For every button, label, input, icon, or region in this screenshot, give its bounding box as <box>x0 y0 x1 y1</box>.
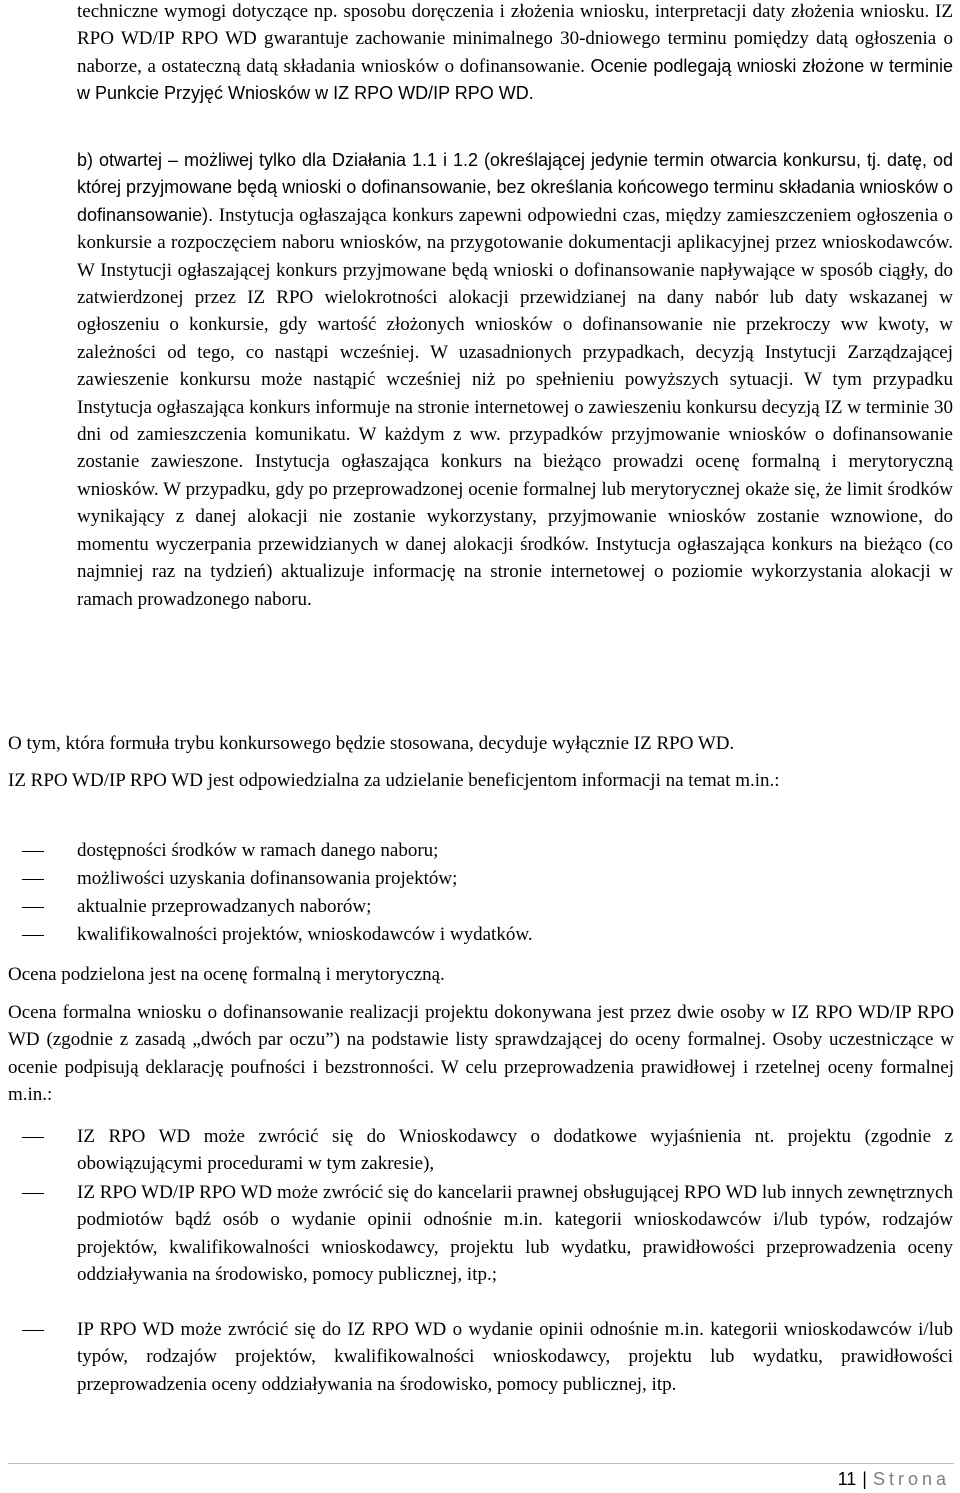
dash-bullet-icon <box>22 935 44 936</box>
dash-bullet-icon <box>22 879 44 880</box>
paragraph-info-intro: IZ RPO WD/IP RPO WD jest odpowiedzialna za udzielanie beneficjentom informacji na temat m.in.: <box>8 770 780 791</box>
paragraph-deadline-text: techniczne wymogi dotyczące np. sposobu doręczenia i złożenia wniosku, interpretacji daty złożenia wniosku. IZ RPO WD/IP RPO WD gwarantuje zachowanie minimalnego 30-dniowego terminu pomiędzy datą ogłoszenia o naborze, a ostateczną datą składania wniosków o dofinansowanie. <box>77 1 953 77</box>
footer-separator: | <box>862 1469 867 1489</box>
list-item-text: kwalifikowalności projektów, wnioskodawców i wydatków. <box>77 924 533 945</box>
paragraph-open-contest-text: Instytucja ogłaszająca konkurs zapewni odpowiedni czas, między zamieszczeniem ogłoszenia o konkursie a rozpoczęciem naboru wniosków, na przygotowanie dokumentacji aplikacyjnej przez wnioskodawców. W Instytucji ogłaszającej konkurs przyjmowane będą wnioski o dofinansowanie napływające w sposób ciągły, do zatwierdzonej przez IZ RPO wielokrotności alokacji przewidzianej na dany nabór lub daty wskazanej w ogłoszeniu o konkursie, gdy wartość złożonych wniosków o dofinansowanie nie przekroczy ww kwoty, w zależności od tego, co nastąpi wcześniej. W uzasadnionych przypadkach, decyzją Instytucji Zarządzającej zawieszenie konkursu może nastąpić wcześniej niż po spełnieniu powyższych sytuacji. W tym przypadku Instytucja ogłaszająca konkurs informuje na stronie internetowej o zawieszeniu konkursu decyzją IZ w terminie 30 dni od zamieszczenia komunikatu. W każdym z ww. przypadków przyjmowanie wniosków o dofinansowanie zostanie zawieszone. Instytucja ogłaszająca konkurs na bieżąco prowadzi ocenę formalną i merytoryczną wniosków. W przypadku, gdy po przeprowadzonej ocenie formalnej lub merytorycznej okaże się, że limit środków wynikający z danej alokacji nie zostanie wykorzystany, przyjmowanie wniosków zostanie wznowione, do momentu wyczerpania przewidzianych w danej alokacji środków. Instytucja ogłaszająca konkurs na bieżąco (co najmniej raz na tydzień) aktualizuje informację na stronie internetowej o poziomie wykorzystania alokacji w ramach prowadzonego naboru. <box>77 204 953 610</box>
list-item-text: aktualnie przeprowadzanych naborów; <box>77 896 372 917</box>
paragraph-formal-evaluation: Ocena formalna wniosku o dofinansowanie realizacji projektu dokonywana jest przez dwie osoby w IZ RPO WD/IP RPO WD (zgodnie z zasadą „dwóch par oczu”) na podstawie listy sprawdzającej do oceny formalnej. Osoby uczestniczące w ocenie podpisują deklarację poufności i bezstronności. W celu przeprowadzenia prawidłowej i rzetelnej oceny formalnej m.in.: <box>8 1002 954 1106</box>
dash-bullet-icon <box>22 907 44 908</box>
paragraph-open-contest-sans-text: b) otwartej – możliwej tylko dla Działania 1.1 i 1.2 (określającej jedynie termin otwarcia konkursu, tj. datę, od której przyjmowane będą wnioski o dofinansowanie, bez określania końcowego terminu składania wniosków o dofinansowanie). <box>77 150 953 225</box>
page-footer <box>838 1466 950 1492</box>
paragraph-split: Ocena podzielona jest na ocenę formalną i merytoryczną. <box>8 964 445 985</box>
dash-bullet-icon <box>22 1330 44 1331</box>
paragraph-formula: O tym, która formuła trybu konkursowego będzie stosowana, decyduje wyłącznie IZ RPO WD. <box>8 733 735 754</box>
list-item-text: dostępności środków w ramach danego naboru; <box>77 840 439 861</box>
list-item-text: możliwości uzyskania dofinansowania projektów; <box>77 868 458 889</box>
dash-bullet-icon <box>22 1193 44 1194</box>
footer-divider <box>8 1463 954 1464</box>
page-number: 11 <box>837 1469 857 1489</box>
list-item-text: IZ RPO WD może zwrócić się do Wnioskodawcy o dodatkowe wyjaśnienia nt. projektu (zgodnie z obowiązującymi procedurami w tym zakresie), <box>77 1126 953 1175</box>
list-item-text: IZ RPO WD/IP RPO WD może zwrócić się do kancelarii prawnej obsługującej RPO WD lub innych zewnętrznych podmiotów bądź osób o wydanie opinii odnośnie m.in. kategorii wnioskodawców i/lub typów, rodzajów projektów, kwalifikowalności wnioskodawcy, projektu lub wydatku, prawidłowości przeprowadzenia oceny oddziaływania na środowisko, pomocy publicznej, itp.; <box>77 1182 953 1286</box>
page-word: Strona <box>872 1469 950 1489</box>
paragraph-deadline <box>77 0 953 108</box>
dash-bullet-icon <box>22 1137 44 1138</box>
list-item-text: IP RPO WD może zwrócić się do IZ RPO WD o wydanie opinii odnośnie m.in. kategorii wnioskodawców i/lub typów, rodzajów projektów, kwalifikowalności wnioskodawcy, projektu lub wydatku, prawidłowości przeprowadzenia oceny oddziaływania na środowisko, pomocy publicznej, itp. <box>77 1319 953 1395</box>
dash-bullet-icon <box>22 851 44 852</box>
paragraph-open-contest <box>77 147 953 613</box>
paragraph-deadline-sans-text: Ocenie podlegają wnioski złożone w terminie w Punkcie Przyjęć Wniosków w IZ RPO WD/IP RPO WD. <box>77 55 953 104</box>
